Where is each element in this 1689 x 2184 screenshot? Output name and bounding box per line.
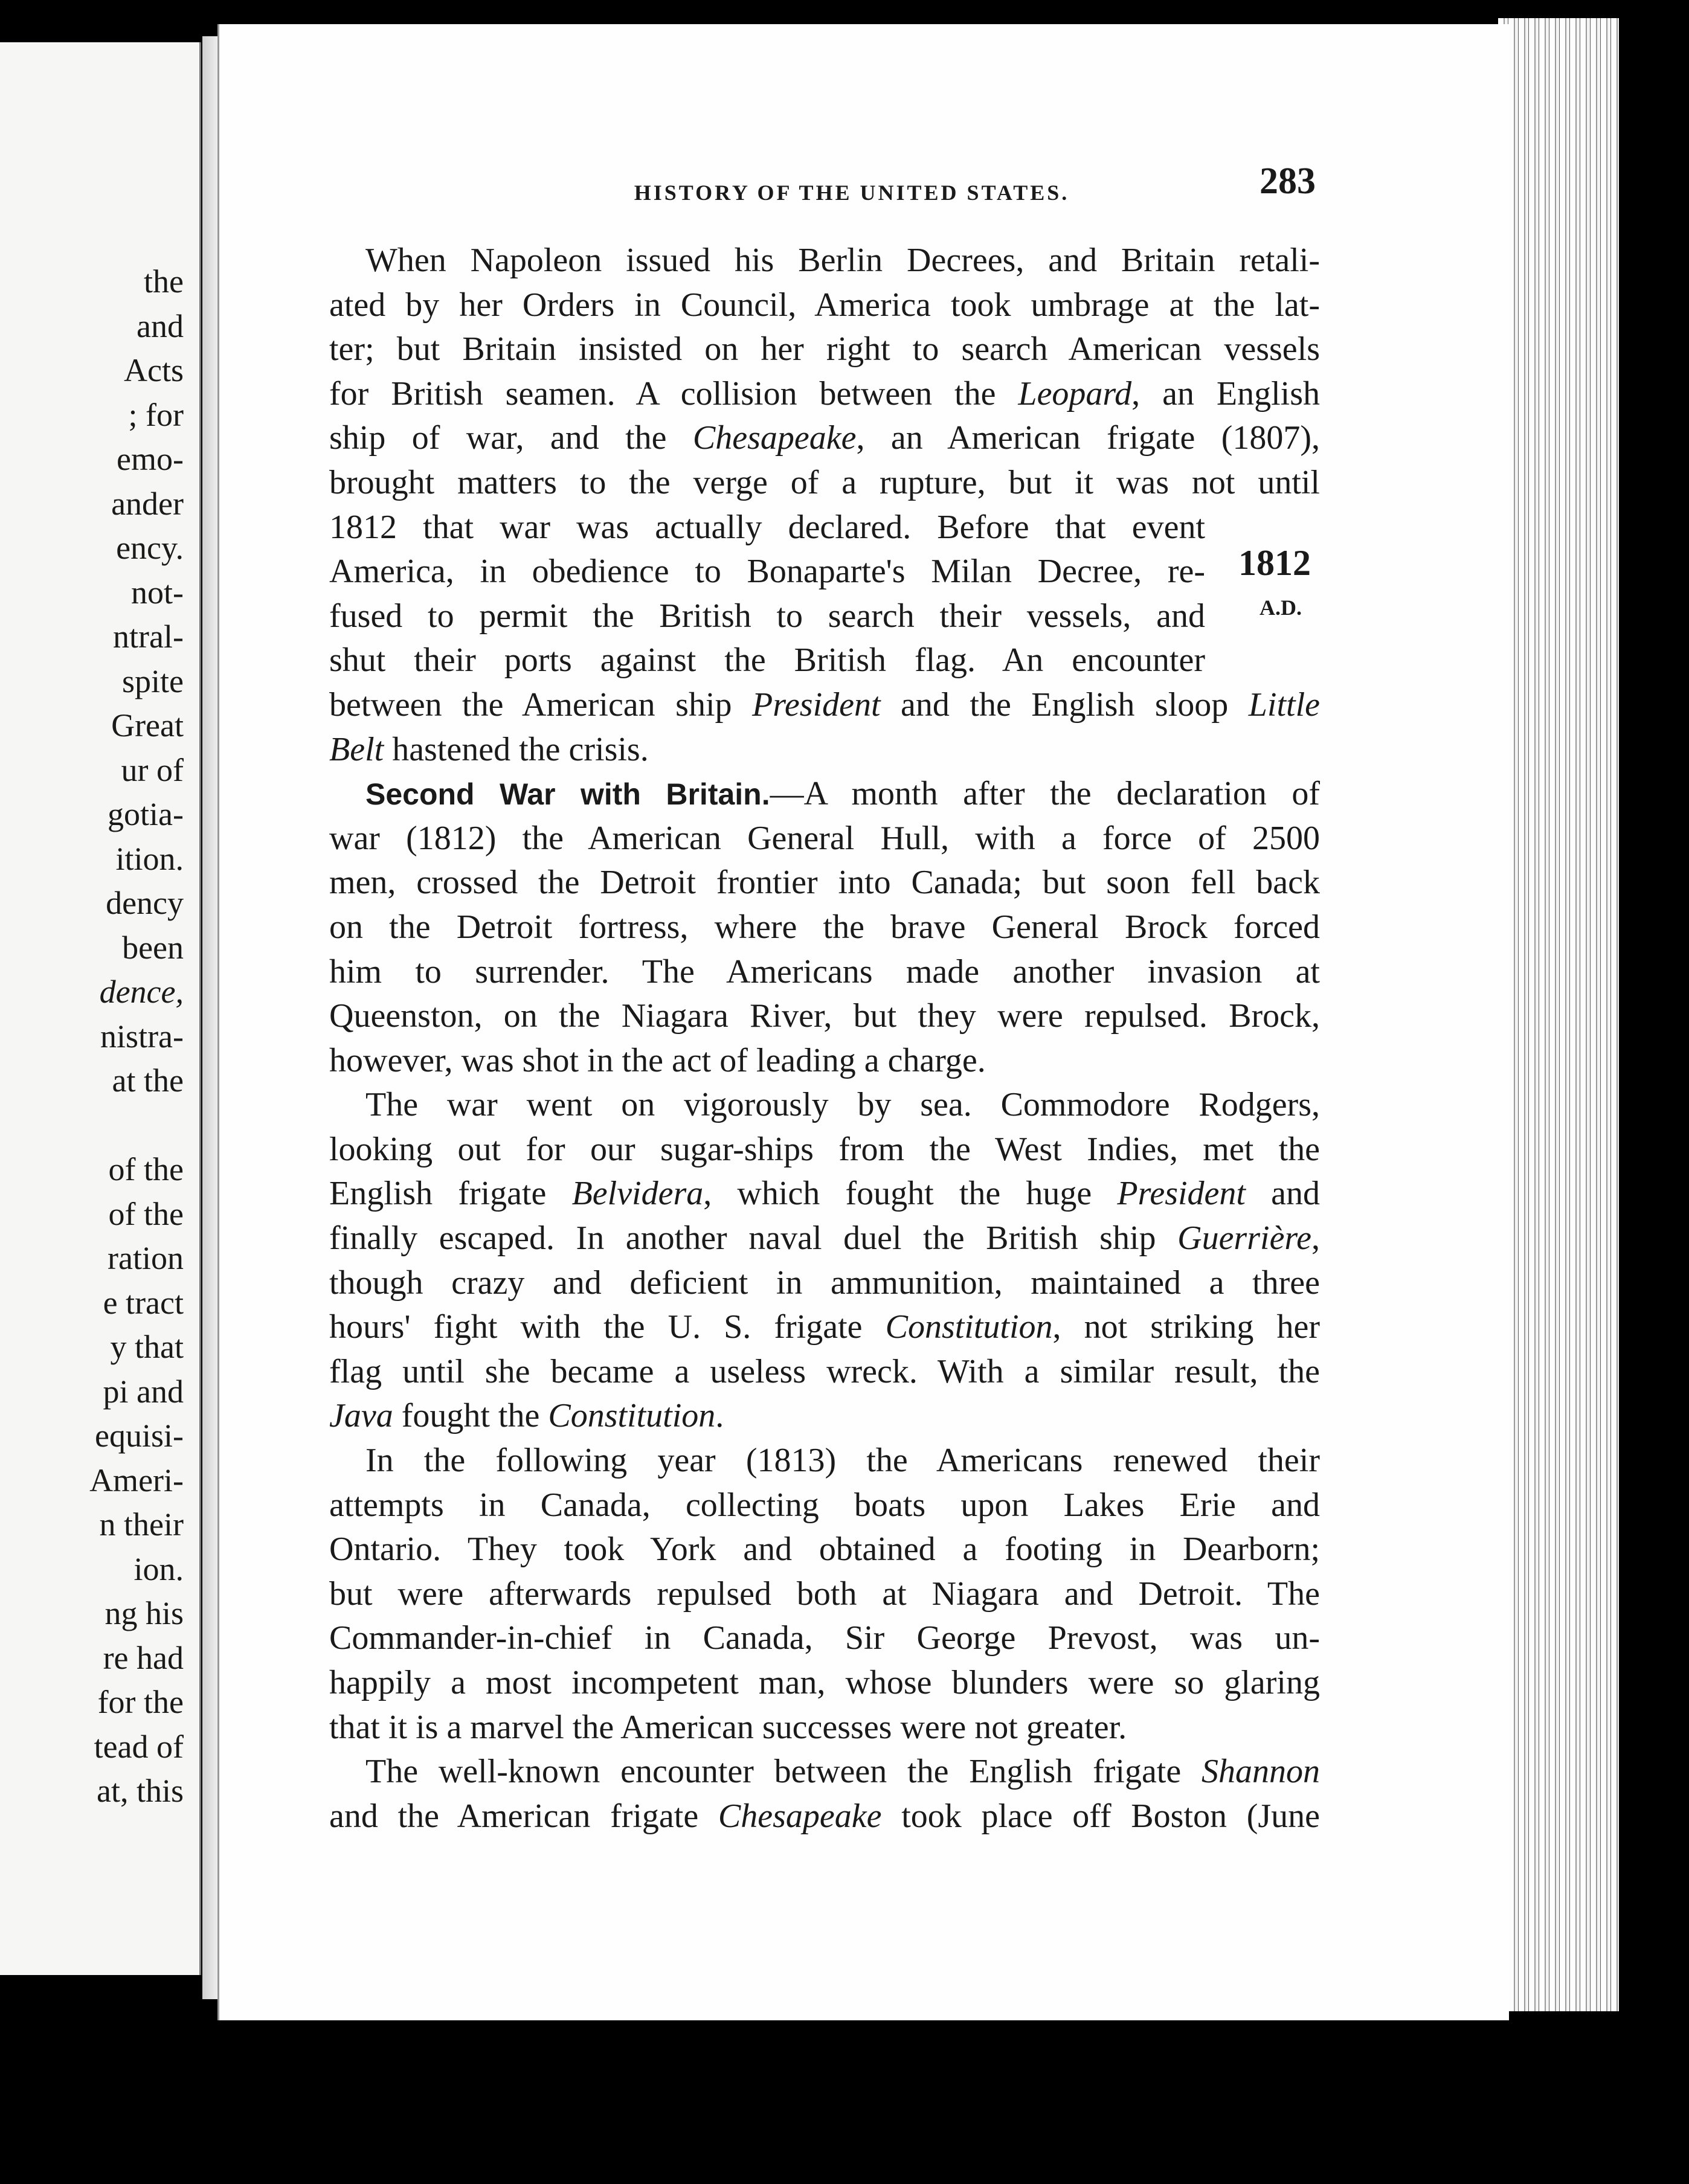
text-line: 1812 that war was actually declared. Before that event	[329, 508, 1205, 546]
left-line: ur of	[121, 751, 184, 788]
left-line: the	[144, 263, 184, 300]
text-line: ated by her Orders in Council, America took umbrage at the lat-	[329, 286, 1320, 324]
left-line: re had	[103, 1639, 184, 1676]
text-line: finally escaped. In another naval duel the British ship Guerrière,	[329, 1219, 1320, 1257]
left-line: ion.	[134, 1550, 184, 1587]
left-line: Great	[111, 707, 184, 744]
paragraph-shannon	[329, 1750, 1320, 1839]
paragraph-napoleon	[329, 239, 1320, 772]
text-line: ship of war, and the Chesapeake, an American frigate (1807),	[329, 419, 1320, 457]
left-line: for the	[97, 1684, 184, 1720]
text-line: America, in obedience to Bonaparte's Milan Decree, re-	[329, 553, 1205, 591]
text-line: brought matters to the verge of a rupture, but it was not until	[329, 463, 1320, 501]
text-line: on the Detroit fortress, where the brave General Brock forced	[329, 908, 1320, 946]
text-line: Commander-in-chief in Canada, Sir George Prevost, was un-	[329, 1619, 1320, 1657]
left-line: Ameri-	[89, 1462, 184, 1498]
paragraph-second-war	[329, 772, 1320, 1083]
text-line: ter; but Britain insisted on her right to search American vessels	[329, 330, 1320, 368]
text-line: and the American frigate Chesapeake took place off Boston (June	[329, 1797, 1321, 1835]
text-line: When Napoleon issued his Berlin Decrees, and Britain retali-	[365, 242, 1320, 279]
text-line: Ontario. They took York and obtained a footing in Dearborn;	[329, 1530, 1320, 1569]
text-line: Queenston, on the Niagara River, but they were repulsed. Brock,	[329, 997, 1320, 1035]
left-line	[89, 1103, 184, 1148]
left-line: emo-	[117, 441, 184, 477]
left-line: at, this	[97, 1773, 184, 1809]
text-line: hours' fight with the U. S. frigate Constitution, not striking her	[329, 1308, 1320, 1346]
text-line: looking out for our sugar-ships from the West Indies, met the	[329, 1130, 1320, 1168]
left-line: e tract	[103, 1284, 184, 1321]
left-line: ander	[111, 485, 184, 522]
paragraph-1813	[329, 1439, 1320, 1750]
page-edges	[1498, 18, 1619, 2011]
text-line: The war went on vigorously by sea. Commodore Rodgers,	[365, 1086, 1320, 1124]
text-line: for British seamen. A collision between the Leopard, an English	[329, 374, 1320, 413]
left-line: equisi-	[95, 1418, 184, 1454]
text-line: flag until she became a useless wreck. With a similar result, the	[329, 1352, 1320, 1390]
left-line: pi and	[103, 1373, 184, 1410]
left-line: nistra-	[100, 1018, 184, 1055]
left-line: at the	[112, 1062, 184, 1099]
text-line: Second War with Britain.—A month after the declaration of	[365, 775, 1320, 813]
text-line: happily a most incompetent man, whose blunders were so glaring	[329, 1664, 1320, 1701]
left-line: not-	[131, 574, 184, 611]
left-line: ition.	[115, 840, 184, 877]
body-text	[329, 239, 1320, 1839]
sidenote-era: A.D.	[1260, 596, 1302, 620]
left-line: dency	[106, 885, 184, 921]
left-line: and	[137, 307, 184, 344]
text-line: that it is a marvel the American successes were not greater.	[329, 1708, 1127, 1746]
section-heading: Second War with Britain.	[365, 777, 770, 812]
left-line: ency.	[116, 530, 184, 566]
running-head: HISTORY OF THE UNITED STATES.	[634, 181, 1070, 205]
left-line: Acts	[124, 352, 184, 388]
sidenote-year: 1812	[1238, 543, 1311, 583]
left-line: been	[122, 929, 184, 966]
text-line: English frigate Belvidera, which fought the huge President and	[329, 1175, 1320, 1213]
text-line: Belt hastened the crisis.	[329, 730, 649, 768]
left-line: gotia-	[108, 796, 184, 832]
left-line: n their	[99, 1506, 184, 1543]
text-line: The well-known encounter between the English frigate Shannon	[365, 1753, 1320, 1791]
text-line: though crazy and deficient in ammunition, maintained a three	[329, 1264, 1320, 1302]
left-page	[0, 42, 201, 1975]
text-line: In the following year (1813) the Americans renewed their	[365, 1442, 1320, 1480]
left-line: of the	[108, 1195, 184, 1232]
left-line: dence,	[99, 974, 184, 1010]
text-line: fused to permit the British to search their vessels, and	[329, 597, 1205, 635]
left-line: spite	[122, 663, 184, 699]
text-line: between the American ship President and the English sloop Little	[329, 686, 1320, 724]
left-page-text	[89, 260, 184, 1814]
text-line: however, was shot in the act of leading a charge.	[329, 1041, 986, 1079]
text-line: attempts in Canada, collecting boats upon Lakes Erie and	[329, 1486, 1320, 1524]
left-line: ng his	[105, 1595, 184, 1631]
text-line: shut their ports against the British flag. An encounter	[329, 641, 1205, 679]
left-line: y that	[110, 1329, 184, 1365]
text-line: him to surrender. The Americans made another invasion at	[329, 952, 1320, 991]
paragraph-naval-war	[329, 1083, 1320, 1439]
text-line: men, crossed the Detroit frontier into Canada; but soon fell back	[329, 864, 1320, 902]
page-number: 283	[1260, 161, 1316, 202]
text-line: but were afterwards repulsed both at Niagara and Detroit. The	[329, 1575, 1320, 1613]
left-line: ; for	[128, 396, 184, 433]
text-line: war (1812) the American General Hull, with a force of 2500	[329, 819, 1320, 857]
left-line: tead of	[94, 1728, 184, 1765]
text-line: Java fought the Constitution.	[329, 1397, 724, 1435]
left-line: ration	[108, 1240, 184, 1276]
left-line: of the	[108, 1151, 184, 1187]
left-line: ntral-	[113, 618, 184, 655]
